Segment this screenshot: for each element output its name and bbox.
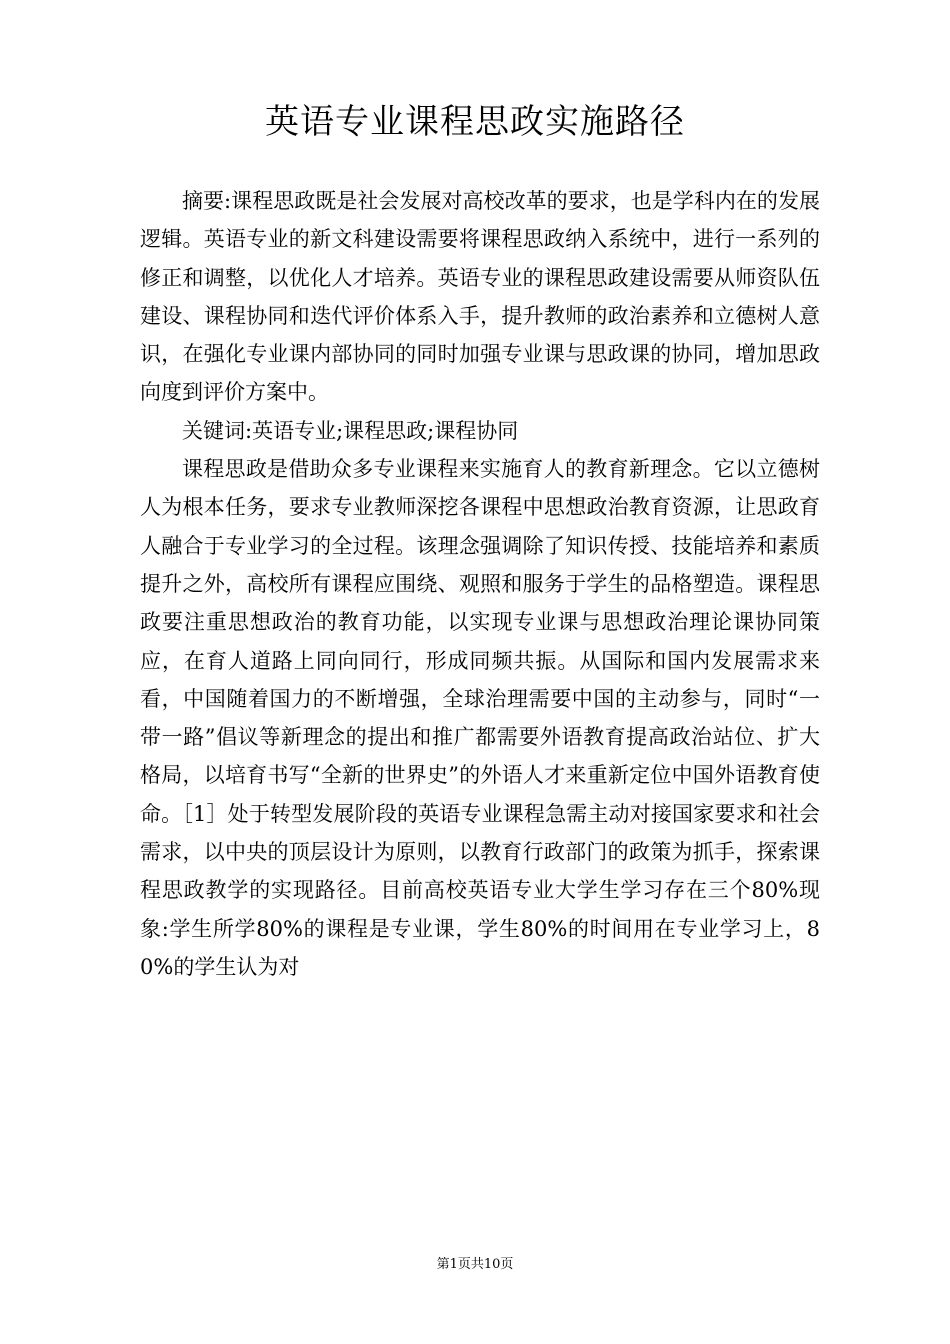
abstract-paragraph: 摘要:课程思政既是社会发展对高校改革的要求，也是学科内在的发展逻辑。英语专业的新文科建设需要将课程思政纳入系统中，进行一系列的修正和调整，以优化人才培养。英语专业的课程思政建设需要从师资队伍建设、课程协同和迭代评价体系入手，提升教师的政治素养和立德树人意识，在强化专业课内部协同的同时加强专业课与思政课的协同，增加思政向度到评价方案中。 — [140, 189, 820, 405]
document-body — [140, 182, 820, 986]
intro-paragraph: 课程思政是借助众多专业课程来实施育人的教育新理念。它以立德树人为根本任务，要求专业教师深挖各课程中思想政治教育资源，让思政育人融合于专业学习的全过程。该理念强调除了知识传授、技能培养和素质提升之外，高校所有课程应围绕、观照和服务于学生的品格塑造。课程思政要注重思想政治的教育功能，以实现专业课与思想政治理论课协同策应，在育人道路上同向同行，形成同频共振。从国际和国内发展需求来看，中国随着国力的不断增强，全球治理需要中国的主动参与，同时“一带一路”倡议等新理念的提出和推广都需要外语教育提高政治站位、扩大格局，以培育书写“全新的世界史”的外语人才来重新定位中国外语教育使命。［1］处于转型发展阶段的英语专业课程急需主动对接国家要求和社会需求，以中央的顶层设计为原则，以教育行政部门的政策为抓手，探索课程思政教学的实现路径。目前高校英语专业大学生学习存在三个80%现象:学生所学80%的课程是专业课，学生80%的时间用在专业学习上，80%的学生认为对 — [140, 457, 820, 979]
page-footer: 第1页共10页 — [436, 1257, 514, 1272]
document-title: 英语专业课程思政实施路径 — [265, 102, 685, 142]
keywords-paragraph: 关键词:英语专业;课程思政;课程协同 — [182, 418, 519, 443]
